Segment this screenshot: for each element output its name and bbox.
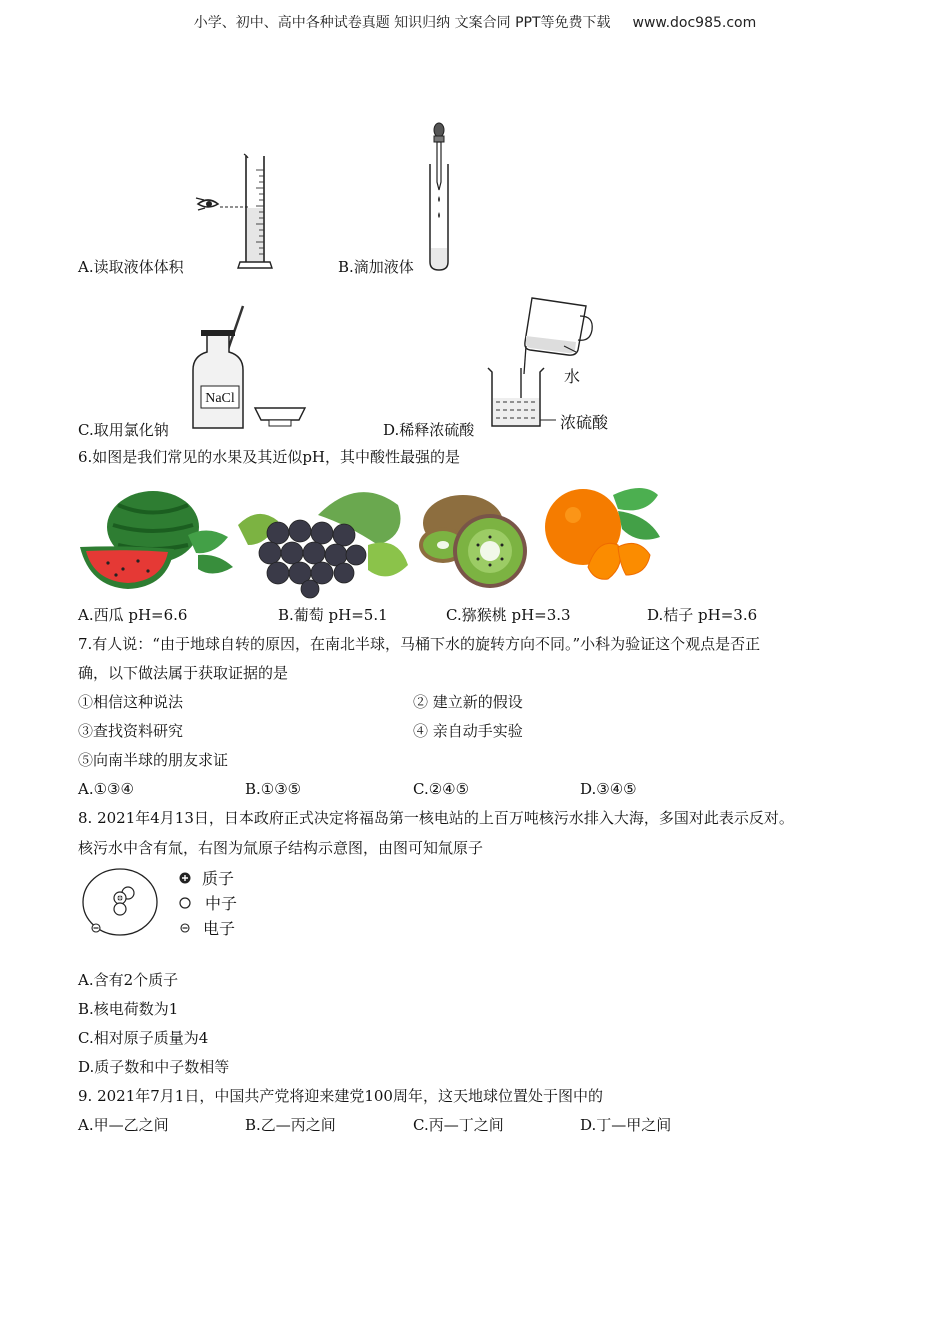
q8-stem-line2: 核污水中含有氚，右图为氚原子结构示意图，由图可知氚原子 <box>78 839 484 857</box>
q7-item-4: ④ 亲自动手实验 <box>413 722 523 740</box>
q8-option-d[interactable]: D.质子数和中子数相等 <box>78 1058 230 1076</box>
electron-icon <box>92 924 100 932</box>
page-header <box>0 12 950 32</box>
q9-option-c[interactable]: C.丙—丁之间 <box>413 1116 504 1134</box>
q7-stem-line2: 确，以下做法属于获取证据的是 <box>78 664 289 682</box>
q7-option-a[interactable]: A.①③④ <box>78 780 134 798</box>
q5-option-c[interactable]: C.取用氯化钠 <box>78 421 169 439</box>
dilute-acid-figure <box>480 290 620 440</box>
q8-option-b[interactable]: B.核电荷数为1 <box>78 1000 179 1018</box>
kiwi-icon <box>419 495 527 588</box>
q7-option-d[interactable]: D.③④⑤ <box>580 780 637 798</box>
svg-text:中子: 中子 <box>205 894 238 913</box>
acid-label: 浓硫酸 <box>560 413 609 432</box>
q9-stem: 9. 2021年7月1日，中国共产党将迎来建党100周年，这天地球位置处于图中的 <box>78 1087 603 1105</box>
q9-option-d[interactable]: D.丁—甲之间 <box>580 1116 672 1134</box>
q6-option-a[interactable]: A.西瓜 pH=6.6 <box>78 606 188 624</box>
legend-proton <box>180 869 235 888</box>
graduated-cylinder-figure <box>190 150 285 275</box>
q5-option-b[interactable]: B.滴加液体 <box>338 258 414 276</box>
q6-option-b[interactable]: B.葡萄 pH=5.1 <box>278 606 388 624</box>
orange-icon <box>545 488 660 579</box>
q7-item-1: ①相信这种说法 <box>78 693 184 711</box>
q8-option-a[interactable]: A.含有2个质子 <box>78 971 179 989</box>
q6-option-c[interactable]: C.猕猴桃 pH=3.3 <box>446 606 571 624</box>
q8-stem-line1: 8. 2021年4月13日，日本政府正式决定将福岛第一核电站的上百万吨核污水排入大海，多国对此表示反对。 <box>78 809 794 827</box>
nacl-label: NaCl <box>205 391 235 406</box>
q5-option-a[interactable]: A.读取液体体积 <box>78 258 184 276</box>
q9-option-b[interactable]: B.乙—丙之间 <box>245 1116 336 1134</box>
legend-electron <box>181 919 235 938</box>
header-text: 小学、初中、高中各种试卷真题 知识归纳 文案合同 PPT等免费下载 <box>193 15 611 31</box>
tritium-atom-figure <box>78 864 278 942</box>
legend-neutron <box>180 894 237 913</box>
grapes-icon <box>238 492 408 598</box>
q7-item-5: ⑤向南半球的朋友求证 <box>78 751 229 769</box>
q9-option-a[interactable]: A.甲—乙之间 <box>78 1116 169 1134</box>
header-url[interactable]: www.doc985.com <box>632 15 757 31</box>
svg-text:电子: 电子 <box>203 919 236 938</box>
q6-stem: 6.如图是我们常见的水果及其近似pH，其中酸性最强的是 <box>78 448 460 466</box>
q7-option-b[interactable]: B.①③⑤ <box>245 780 302 798</box>
eye-icon <box>196 198 218 210</box>
water-label: 水 <box>564 367 581 386</box>
q8-option-c[interactable]: C.相对原子质量为4 <box>78 1029 209 1047</box>
q7-option-c[interactable]: C.②④⑤ <box>413 780 470 798</box>
dropper-test-tube-figure <box>420 120 460 280</box>
nucleus <box>114 887 134 915</box>
q6-option-d[interactable]: D.桔子 pH=3.6 <box>647 606 758 624</box>
q7-item-2: ② 建立新的假设 <box>413 693 523 711</box>
q7-item-3: ③查找资料研究 <box>78 722 184 740</box>
q5-option-d[interactable]: D.稀释浓硫酸 <box>383 421 475 439</box>
watermelon-icon <box>80 491 233 589</box>
nacl-bottle-figure <box>185 300 315 440</box>
svg-text:质子: 质子 <box>202 869 235 888</box>
fruits-figure <box>78 475 668 600</box>
q7-stem-line1: 7.有人说：“由于地球自转的原因，在南北半球，马桶下水的旋转方向不同。”小科为验证这个观点是否正 <box>78 635 761 653</box>
